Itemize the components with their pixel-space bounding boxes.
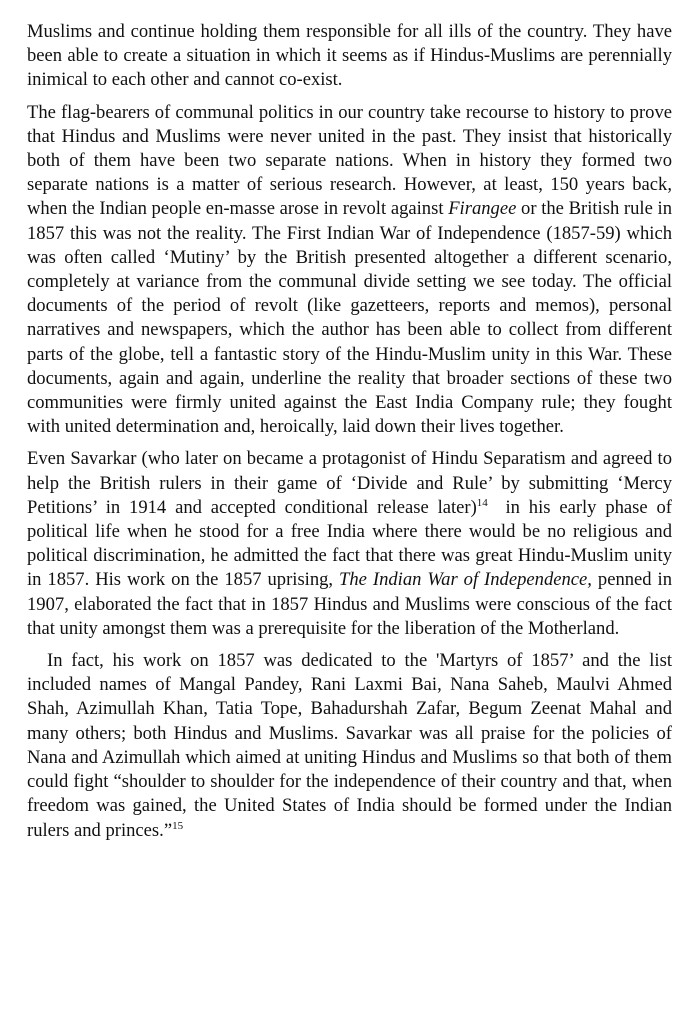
paragraph-3-text-c: penned in 1907, elaborated the fact that in 1857 Hindus and Muslims were conscious of the fact that unity amongst them was a prerequisite for the liberation of the Motherland. [27,569,673,639]
paragraph-2 [27,101,672,440]
paragraph-3 [27,447,677,641]
document-page [27,20,677,851]
footnote-ref-14: 14 [476,496,488,509]
paragraph-1 [27,20,672,93]
paragraph-2-italic-firangee: Firangee [448,198,517,220]
paragraph-1-text: Muslims and continue holding them responsible for all ills of the country. They have been able to create a situation in which it seems as if Hindus-Muslims are perennially inimical to each other and cannot co-exist. [27,21,672,91]
footnote-ref-15: 15 [172,819,184,832]
paragraph-3-text-b: in his early phase of political life when he stood for a free India where there would be no religious and political discrimination, he admitted the fact that there was great Hindu-Muslim unity in 1857. His work on the 1857 uprising, [27,496,677,591]
paragraph-2-text-b: or the British rule in 1857 this was not the reality. The First Indian War of Independence (1857-59) which was often called ‘Mutiny’ by the British presented altogether a different scenario, completely at variance from the communal divide setting we see today. The official documents of the period of revolt (like gazetteers, reports and memos), personal narratives and newspapers, which the author has been able to collect from different parts of the globe, tell a fantastic story of the Hindu-Muslim unity in this War. These documents, again and again, underline the reality that broader sections of these two communities were firmly united against the East India Company rule; they fought with united determination and, heroically, laid down their lives together. [27,198,672,438]
paragraph-2-text-a: The flag-bearers of communal politics in our country take recourse to history to prove that Hindus and Muslims were never united in the past. They insist that historically both of them have been two separate nations. When in history they formed two separate nations is a matter of serious research. However, at least, 150 years back, when the Indian people en-masse arose in revolt against [27,101,672,220]
paragraph-4-text: In fact, his work on 1857 was dedicated to the 'Martyrs of 1857’ and the list included names of Mangal Pandey, Rani Laxmi Bai, Nana Saheb, Maulvi Ahmed Shah, Azimullah Khan, Tatia Tope, Bahadurshah Zafar, Begum Zeenat Mahal and many others; both Hindus and Muslims. Savarkar was all praise for the policies of Nana and Azimullah which aimed at uniting Hindus and Muslims so that both of them could fight “shoulder to shoulder for the independence of their country and that, when freedom was gained, the United States of India should be formed under the Indian rulers and princes.” [27,650,672,841]
paragraph-3-italic-book-title: The Indian War of Independence, [339,569,592,591]
paragraph-3-text-a: Even Savarkar (who later on became a protagonist of Hindu Separatism and agreed to help the British rulers in their game of ‘Divide and Rule’ by submitting ‘Mercy Petitions’ in 1914 and accepted conditional release later) [27,448,672,518]
paragraph-4 [27,649,672,843]
